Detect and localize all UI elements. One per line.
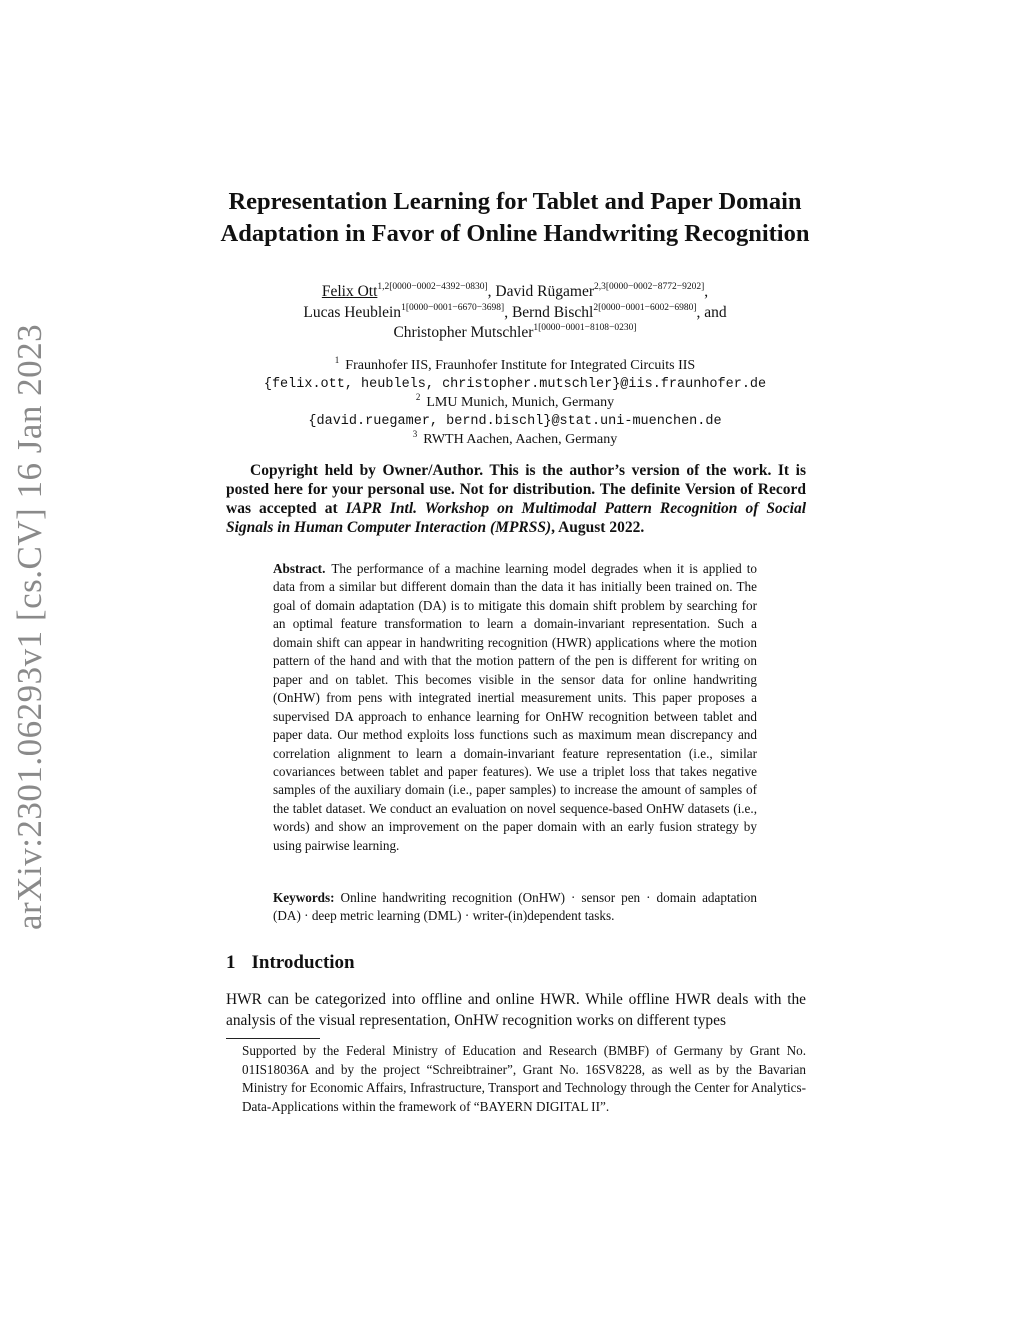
affiliation-name: Fraunhofer IIS, Fraunhofer Institute for Integrated Circuits IIS <box>345 358 696 373</box>
section-title: Introduction <box>251 952 355 973</box>
abstract-text: The performance of a machine learning model degrades when it is applied to data from a similar but different domain than the data it has initially been trained on. The goal of domain adaptation (DA) is to mitigate this domain shift problem by searching for an optimal feature transformation to learn a domain-invariant representation. Such a domain shift can appear in handwriting recognition (HWR) applications where the motion pattern of the hand and with that the motion pattern of the pen is different for writing on paper and on tablet. This becomes visible in the sensor data for online handwriting (OnHW) from pens with integrated inertial measurement units. This paper proposes a supervised DA approach to enhance learning for OnHW recognition between tablet and paper data. Our method exploits loss functions such as maximum mean discrepancy and correlation alignment to learn a domain-invariant feature representation (i.e., similar covariances between tablet and paper features). We use a triplet loss that takes negative samples of the auxiliary domain (i.e., paper samples) to increase the amount of samples of the tablet dataset. We conduct an evaluation on novel sequence-based OnHW datasets (i.e., words) and show an improvement on the paper domain with an early fusion strategy by using pairwise learning. <box>273 561 757 853</box>
affiliation-number: 1 <box>334 355 340 365</box>
keywords-text: Online handwriting recognition (OnHW) · sensor pen · domain adaptation (DA) · deep metric learning (DML) · writer-(in)dependent tasks. <box>273 890 757 924</box>
author-name: David Rügamer <box>495 283 594 300</box>
footnote: Supported by the Federal Ministry of Education and Research (BMBF) of Germany by Grant No. 01IS18036A and by the project “Schreibtrainer”, Grant No. 16SV8228, as well as by the Bavarian Ministry for Economic Affairs, Infrastructure, Transport and Technology through the Center for Analytics-Data-Applications within the framework of “BAYERN DIGITAL II”. <box>242 1043 806 1114</box>
author-and: and <box>704 303 727 321</box>
author-affil-orcid: 1[0000−0001−8108−0230] <box>533 323 637 333</box>
author-affil-orcid: 2[0000−0001−6002−6980] <box>593 302 697 313</box>
affiliation-1 <box>200 357 830 376</box>
author-list <box>220 282 810 344</box>
copyright-date: , August 2022. <box>551 519 645 536</box>
affiliation-name: LMU Munich, Munich, Germany <box>426 395 615 410</box>
author-name: Bernd Bischl <box>511 303 594 321</box>
affiliation-email: {david.ruegamer, bernd.bischl}@stat.uni-muenchen.de <box>308 413 722 429</box>
copyright-notice <box>226 461 806 537</box>
arxiv-side-banner: arXiv:2301.06293v1 [cs.CV] 16 Jan 2023 <box>10 323 49 930</box>
copyright-venue: IAPR Intl. Workshop on Multimodal Pattern Recognition of Social Signals in Human Computer Interaction (MPRSS) <box>226 500 806 536</box>
affiliation-2 <box>200 394 830 413</box>
abstract <box>273 560 757 855</box>
author-line-2: Lucas Heublein$^{1[0000-0001-6670-3698]}$, Bernd Bischl$^{2[0000-0001-6002-6980]}$, and <box>303 302 727 321</box>
affiliation-email: {felix.ott, heublels, christopher.mutschler}@iis.fraunhofer.de <box>263 376 767 392</box>
title-line-1: Representation Learning for Tablet and Paper Domain <box>228 188 802 215</box>
author-affil-orcid: 2,3[0000−0002−8772−9202] <box>594 282 705 292</box>
affiliation-number: 2 <box>415 392 421 402</box>
author-line-3 <box>220 323 810 344</box>
abstract-label: Abstract. <box>273 561 326 576</box>
keywords <box>273 889 757 926</box>
affiliation-number: 3 <box>412 429 418 439</box>
author-name: Christopher Mutschler <box>393 324 534 341</box>
keywords-label: Keywords: <box>273 890 335 905</box>
section-number: 1 <box>226 952 236 973</box>
affiliation-3 <box>200 431 830 450</box>
author-affil-orcid: 1[0000−0001−6670−3698] <box>401 302 505 313</box>
copyright-text: Copyright held by Owner/Author. This is the author’s version of the work. It is posted here for your personal use. Not for distribution. The definite Version of Record was accepted at <box>226 462 806 517</box>
footnote-divider <box>226 1038 320 1039</box>
author-name: Lucas Heublein <box>303 303 402 321</box>
affiliations <box>200 357 830 450</box>
author-name: Felix Ott <box>321 283 378 300</box>
section-heading <box>226 952 355 974</box>
intro-paragraph: HWR can be categorized into offline and online HWR. While offline HWR deals with the analysis of the visual representation, OnHW recognition works on different types <box>226 991 806 1029</box>
affiliation-name: RWTH Aachen, Aachen, Germany <box>423 432 618 447</box>
author-affil-orcid: 1,2[0000−0002−4392−0830] <box>377 282 488 292</box>
paper-title <box>200 186 830 250</box>
author-line-1: Felix Ott$^{1,2[0000-0002-4392-0830]}$, David Rügamer$^{2,3[0000-0002-8772-9202]}$, <box>321 282 709 300</box>
title-line-2: Adaptation in Favor of Online Handwriting Recognition <box>220 220 810 247</box>
